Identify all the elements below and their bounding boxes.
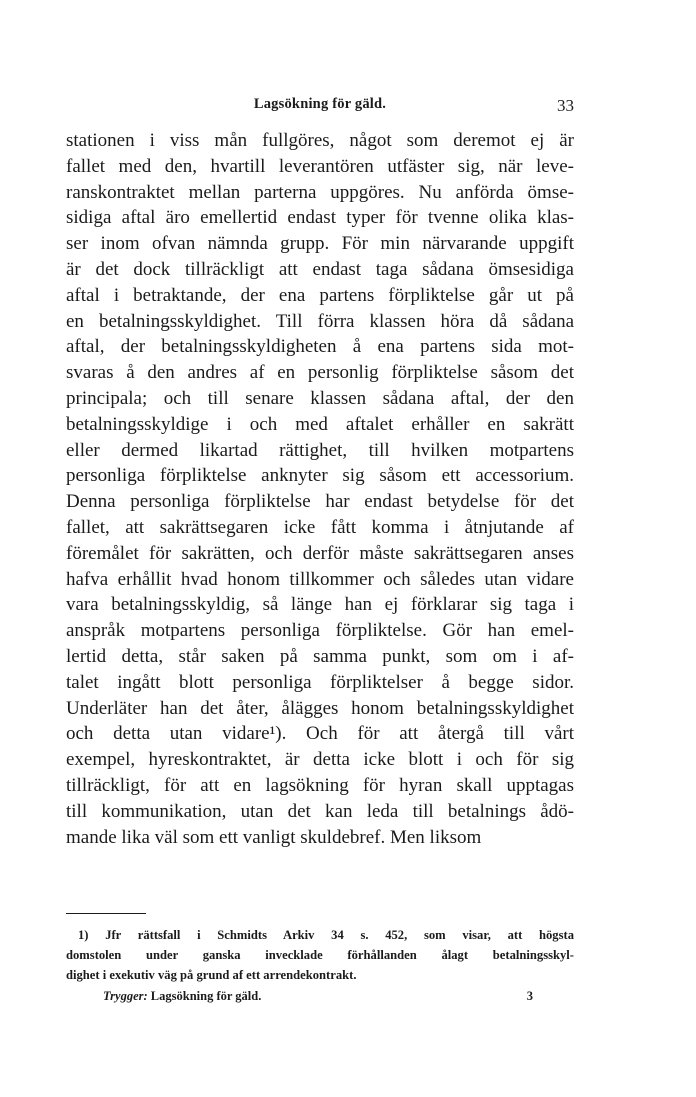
signature-sheet-number: 3 — [526, 989, 533, 1003]
text-line: betalningsskyldige i och med aftalet erhåller en sakrätt — [66, 413, 574, 435]
text-line: och detta utan vidare¹). Och för att återgå till vårt — [66, 723, 574, 745]
text-line: svaras å den andres af en personlig förpliktelse såsom det — [66, 362, 574, 384]
footnote-line: domstolen under ganska invecklade förhållanden ålagt betalningsskyl- — [66, 948, 574, 962]
text-line: sidiga aftal äro emellertid endast typer för tvenne olika klas- — [66, 207, 574, 229]
text-line: fallet med den, hvartill leverantören utfäster sig, när leve- — [66, 155, 574, 177]
text-line: en betalningsskyldighet. Till förra klassen höra då sådana — [66, 310, 574, 332]
text-line: principala; och till senare klassen sådana aftal, der den — [66, 387, 574, 409]
text-line: Denna personliga förpliktelse har endast betydelse för det — [66, 491, 574, 513]
text-line: exempel, hyreskontraktet, är detta icke blott i och för sig — [66, 749, 574, 771]
page-header — [66, 96, 574, 120]
text-line: är det dock tillräckligt att endast taga sådana ömsesidiga — [66, 258, 574, 280]
text-line: aftal i betraktande, der ena partens förpliktelse går ut på — [66, 284, 574, 306]
page-number: 33 — [557, 96, 574, 115]
text-line: fallet, att sakrättsegaren icke fått komma i åtnjutande af — [66, 516, 574, 538]
signature-author: Trygger: — [103, 989, 148, 1003]
text-line: anspråk motpartens personliga förpliktelse. Gör han emel- — [66, 620, 574, 642]
text-line: hafva erhållit hvad honom tillkommer och således utan vidare — [66, 568, 574, 590]
signature-line — [103, 989, 533, 1004]
signature-title: Lagsökning för gäld. — [150, 989, 262, 1003]
text-line: Underläter han det åter, ålägges honom betalningsskyldighet — [66, 697, 574, 719]
text-line: till kommunikation, utan det kan leda till betalnings ådö- — [66, 800, 574, 822]
text-line: vara betalningsskyldig, så länge han ej förklarar sig taga i — [66, 594, 574, 616]
text-line: mande lika väl som ett vanligt skuldebref. Men liksom — [66, 826, 482, 848]
text-line: stationen i viss mån fullgöres, något som deremot ej är — [66, 130, 574, 151]
text-line: ranskontraktet mellan parterna uppgöres. Nu anförda ömse- — [66, 181, 574, 203]
text-line: talet ingått blott personliga förpliktelser å begge sidor. — [66, 671, 574, 693]
text-line: personliga förpliktelse anknyter sig såsom ett accessorium. — [66, 465, 574, 487]
text-line: tillräckligt, för att en lagsökning för hyran skall upptagas — [66, 774, 574, 796]
body-text — [66, 128, 574, 850]
running-head: Lagsökning för gäld. — [253, 96, 387, 112]
text-line: aftal, der betalningsskyldigheten å ena partens sida mot- — [66, 336, 574, 358]
text-line: eller dermed likartad rättighet, till hvilken motpartens — [66, 439, 574, 461]
footnote-line: 1) Jfr rättsfall i Schmidts Arkiv 34 s. 452, som visar, att högsta — [78, 928, 574, 942]
text-line: ser inom ofvan nämnda grupp. För min närvarande uppgift — [66, 233, 574, 255]
footnotes — [66, 925, 574, 985]
text-line: föremålet för sakrätten, och derför måste sakrättsegaren anses — [66, 542, 574, 564]
text-line: lertid detta, står saken på samma punkt, som om i af- — [66, 645, 574, 667]
footnote-line: dighet i exekutiv väg på grund af ett arrendekontrakt. — [66, 968, 357, 982]
footnote-divider — [66, 913, 146, 914]
